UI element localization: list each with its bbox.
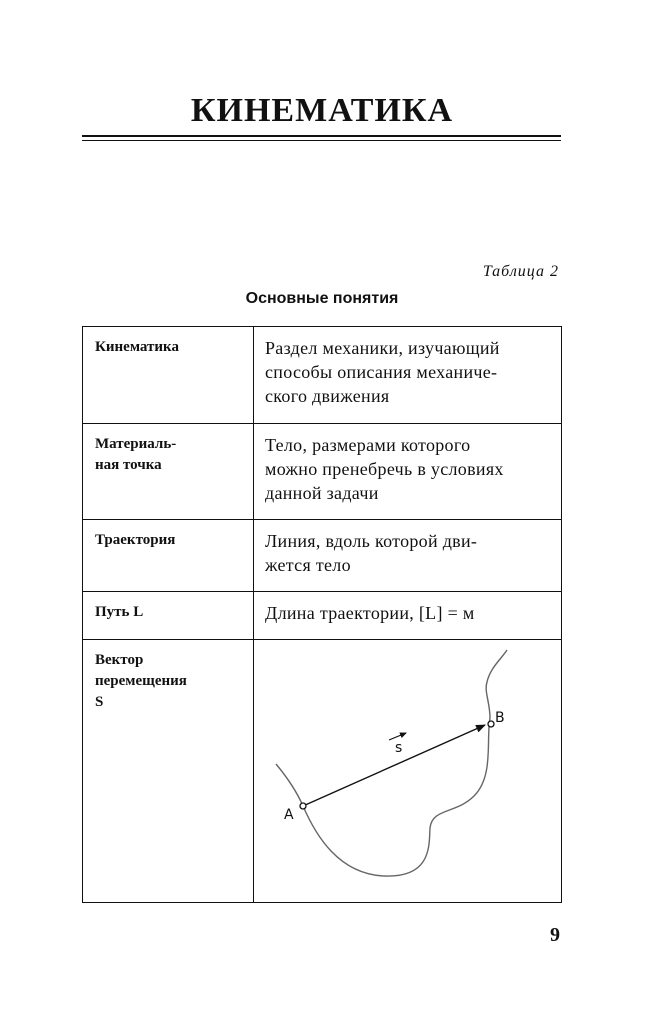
term-cell: [83, 592, 254, 640]
term-text: перемещения: [95, 673, 187, 689]
point-a-label: A: [284, 807, 294, 823]
term-text: Путь L: [95, 604, 144, 620]
displacement-diagram-cell: [254, 640, 562, 903]
trajectory-curve: [276, 650, 507, 876]
definition-text: Длина траектории, [L] = м: [265, 603, 475, 623]
definition-text: можно пренебречь в условиях: [265, 459, 504, 479]
definition-cell: [254, 424, 562, 520]
title-rule-thin: [82, 140, 561, 141]
vector-s-arrow: [389, 733, 406, 740]
term-text: Вектор: [95, 652, 144, 668]
term-text: ная точка: [95, 457, 162, 473]
table-row: [83, 424, 562, 520]
term-text: Траектория: [95, 532, 176, 548]
displacement-diagram: [254, 640, 582, 902]
chapter-title: КИНЕМАТИКА: [190, 92, 454, 129]
concepts-table: [82, 326, 562, 903]
term-text: S: [95, 694, 104, 710]
vector-s-label: s: [395, 740, 403, 756]
table-title: Основные понятия: [245, 290, 399, 307]
displacement-vector: [303, 725, 485, 806]
table-row: [83, 592, 562, 640]
definition-text: ского движения: [265, 386, 390, 406]
page-number: 9: [550, 924, 560, 946]
term-cell: [83, 640, 254, 903]
table-caption: Таблица 2: [482, 263, 559, 280]
point-a-marker: [300, 803, 306, 809]
term-cell: [83, 520, 254, 592]
point-b-label: B: [495, 710, 505, 726]
title-rule: [82, 135, 561, 137]
point-b-marker: [488, 721, 494, 727]
definition-text: жется тело: [265, 555, 351, 575]
table-row: [83, 327, 562, 424]
term-text: Кинематика: [95, 339, 179, 355]
definition-text: данной задачи: [265, 483, 379, 503]
table-row: [83, 640, 562, 903]
term-cell: [83, 327, 254, 424]
definition-text: Раздел механики, изучающий: [265, 338, 500, 358]
term-text: Материаль-: [95, 436, 177, 452]
definition-cell: [254, 520, 562, 592]
definition-text: способы описания механиче-: [265, 362, 498, 382]
definition-cell: [254, 592, 562, 640]
definition-text: Тело, размерами которого: [265, 435, 471, 455]
table-row: [83, 520, 562, 592]
definition-cell: [254, 327, 562, 424]
term-cell: [83, 424, 254, 520]
definition-text: Линия, вдоль которой дви-: [265, 531, 478, 551]
